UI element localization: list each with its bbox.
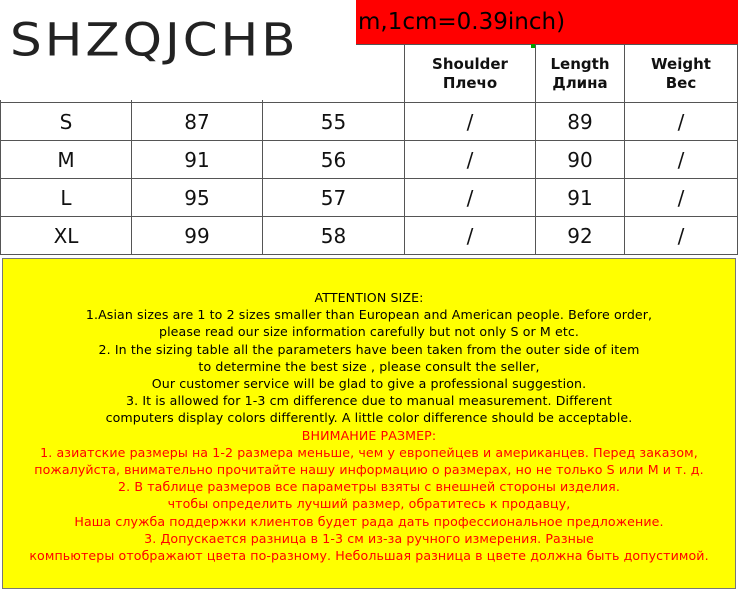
table-cell: 92 [536, 217, 625, 255]
size-cell: M [1, 141, 132, 179]
table-row [1, 217, 738, 255]
notice-line: please read our size information carefully but not only S or M etc. [158, 324, 580, 340]
notice-line-ru: 1. азиатские размеры на 1-2 размера меньше, чем у европейцев и американцев. Перед заказом, [40, 444, 698, 460]
table-cell: / [625, 103, 738, 141]
header-weight: Weight Вес [625, 45, 738, 103]
table-cell: 58 [263, 217, 405, 255]
brand-logo: SHZQJCHB [10, 14, 299, 67]
notice-line: 1.Asian sizes are 1 to 2 sizes smaller than European and American people. Before order, [85, 307, 653, 323]
notice-line: 2. In the sizing table all the parameters have been taken from the outer side of item [98, 341, 640, 357]
table-cell: 56 [263, 141, 405, 179]
notice-line-ru: пожалуйста, внимательно прочитайте нашу информацию о размерах, но не только S или M и т. д. [34, 462, 704, 478]
table-cell: / [405, 141, 536, 179]
header-shoulder: Shoulder Плечо [405, 45, 536, 103]
table-row [1, 141, 738, 179]
table-cell: / [625, 217, 738, 255]
notice-line-ru: 3. Допускается разница в 1-3 см из-за ручного измерения. Разные [144, 530, 594, 546]
notice-line: ATTENTION SIZE: [314, 290, 424, 305]
notice-line: 3. It is allowed for 1-3 cm difference due to manual measurement. Different [126, 393, 612, 409]
unit-banner [350, 0, 738, 44]
notice-line: Our customer service will be glad to give a professional suggestion. [151, 376, 587, 392]
table-cell: / [405, 179, 536, 217]
notice-line-ru: чтобы определить лучший размер, обратитесь к продавцу, [167, 496, 571, 512]
size-cell: S [1, 103, 132, 141]
header-length: Length Длина [536, 45, 625, 103]
size-cell: L [1, 179, 132, 217]
table-row [1, 179, 738, 217]
table-row [1, 103, 738, 141]
table-cell: 91 [132, 141, 263, 179]
notice-line-ru: компьютеры отображают цвета по-разному. Небольшая разница в цвете должна быть допустимой. [29, 548, 709, 564]
table-cell: 89 [536, 103, 625, 141]
size-notice [2, 258, 736, 589]
unit-banner-text: m,1cm=0.39inch) [358, 9, 566, 35]
table-cell: / [405, 103, 536, 141]
table-cell: 99 [132, 217, 263, 255]
notice-line-ru: Наша служба поддержки клиентов будет рада дать профессиональное предложение. [74, 513, 664, 529]
table-cell: 95 [132, 179, 263, 217]
notice-line: computers display colors differently. A little color difference should be acceptable. [105, 410, 633, 426]
logo-overlay [0, 0, 356, 100]
table-cell: / [625, 141, 738, 179]
table-cell: / [405, 217, 536, 255]
table-cell: 91 [536, 179, 625, 217]
table-cell: 57 [263, 179, 405, 217]
corner-marker [531, 44, 535, 48]
table-cell: 90 [536, 141, 625, 179]
notice-line-ru: ВНИМАНИЕ РАЗМЕР: [301, 427, 437, 443]
table-cell: 55 [263, 103, 405, 141]
table-cell: 87 [132, 103, 263, 141]
notice-line: to determine the best size , please consult the seller, [198, 358, 540, 374]
size-cell: XL [1, 217, 132, 255]
notice-line-ru: 2. В таблице размеров все параметры взяты с внешней стороны изделия. [118, 479, 620, 495]
table-cell: / [625, 179, 738, 217]
